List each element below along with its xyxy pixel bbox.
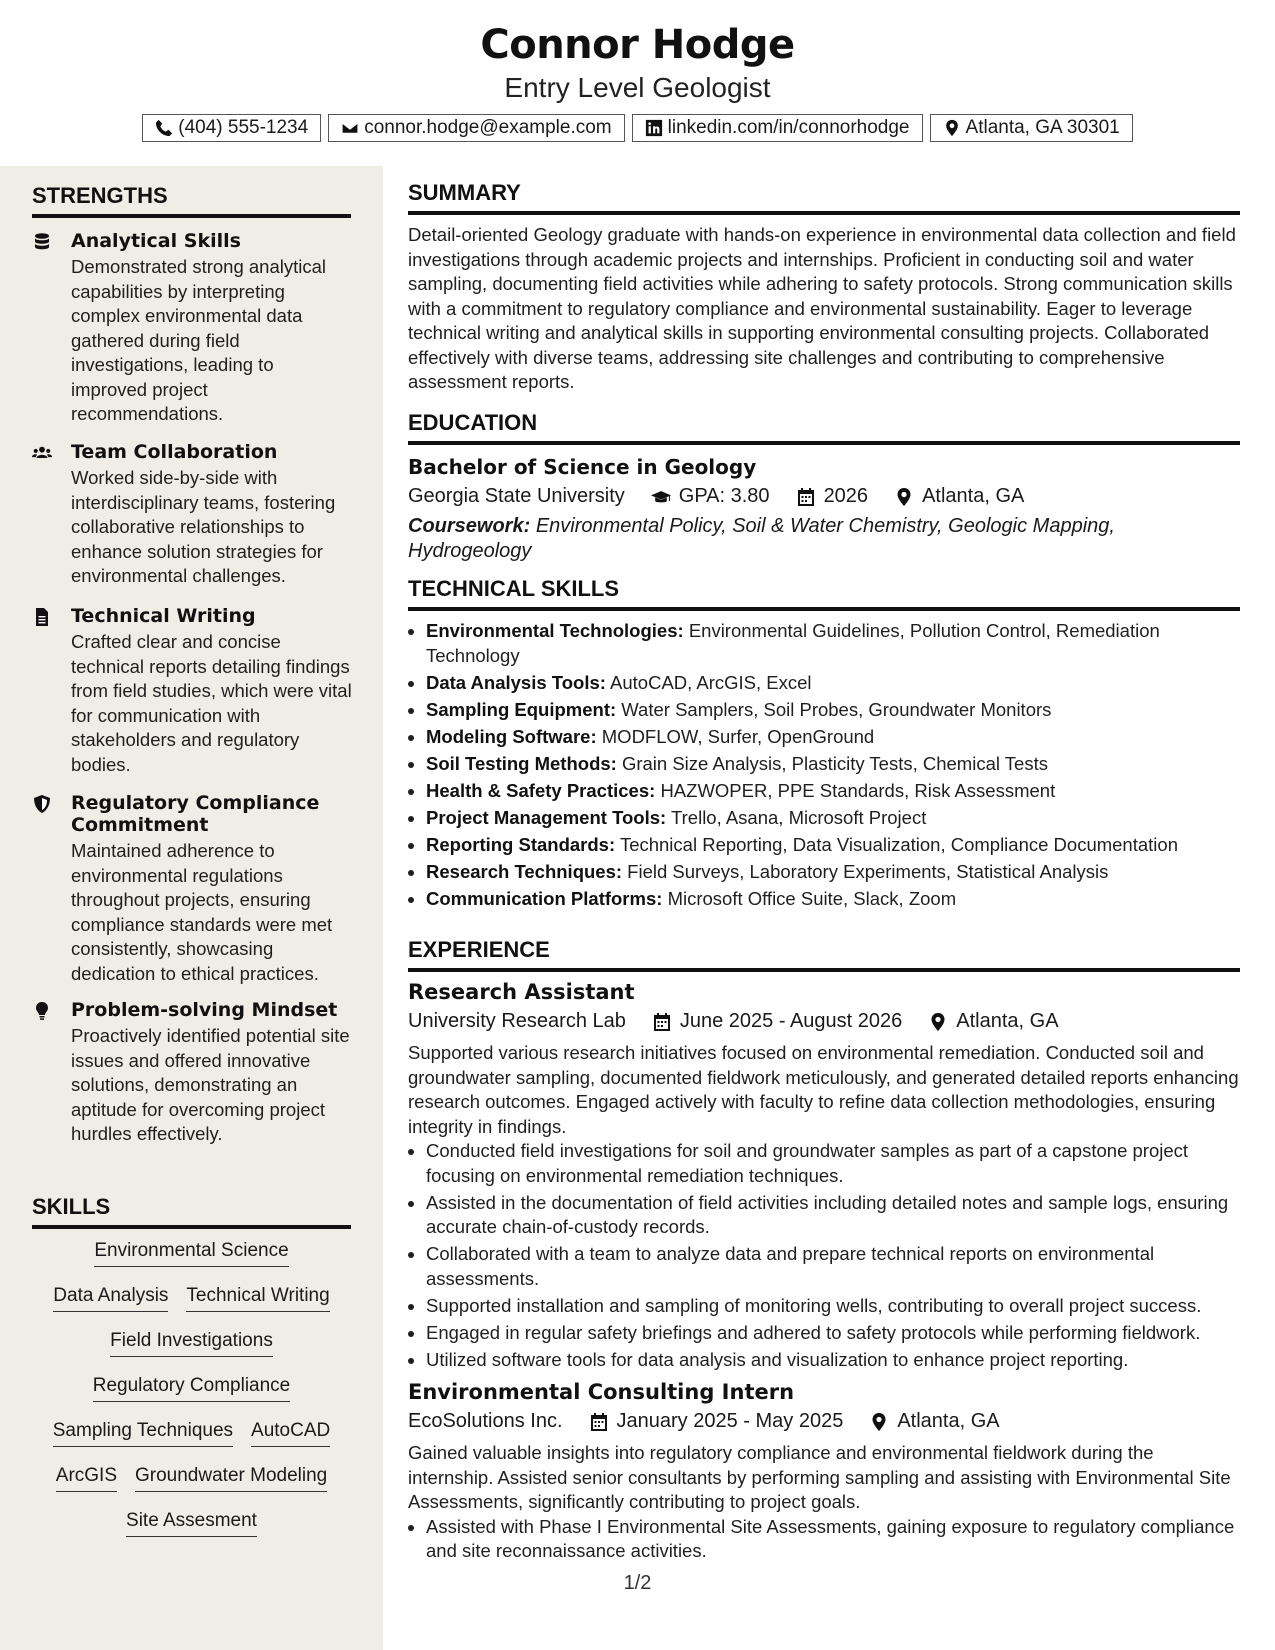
list-item: • Collaborated with a team to analyze data and prepare technical reports on environmental assessments. [426,1242,1240,1291]
skill-value: Trello, Asana, Microsoft Project [671,806,927,828]
job-dates: January 2025 - May 2025 [616,1410,844,1432]
skill-value: Environmental Guidelines, Pollution Control, Remediation Technology [426,620,1160,666]
skill-tag: Sampling Techniques [53,1420,233,1447]
list-item [426,698,1240,723]
strength-item [32,792,352,986]
job-entry [408,1380,1240,1564]
coursework [408,514,1240,563]
skill-tag: Regulatory Compliance [93,1375,291,1402]
coursework-list: Environmental Policy, Soil & Water Chemistry, Geologic Mapping, Hydrogeology [408,515,1115,562]
strength-title: Team Collaboration [71,441,278,463]
skill-label: Health & Safety Practices: [426,779,656,801]
document-icon [32,607,54,629]
education-heading: EDUCATION [408,410,1240,445]
graduation-cap-icon [651,487,671,507]
skill-value: MODFLOW, Surfer, OpenGround [601,725,875,747]
experience-section [408,937,1240,1566]
strength-desc: Demonstrated strong analytical capabilities by interpreting complex environmental data gathered during field investigations, leading to improved project recommendations. [71,256,327,424]
job-entry [408,980,1240,1372]
list-item [426,619,1240,668]
contact-linkedin[interactable] [632,114,923,142]
list-item: • Assisted with Phase I Environmental Site Assessments, gaining exposure to regulatory compliance and site reconnaissance activities. [426,1515,1240,1564]
job-title: Environmental Consulting Intern [408,1380,795,1404]
strength-title: Analytical Skills [71,230,241,252]
list-item [426,887,1240,912]
skill-label: Data Analysis Tools: [426,671,606,693]
strength-item [32,605,352,777]
job-dates: June 2025 - August 2026 [679,1010,903,1032]
contact-bar [0,114,1275,142]
skill-value: AutoCAD, ArcGIS, Excel [610,671,812,693]
list-item [426,806,1240,831]
contact-email-text: connor.hodge@example.com [364,117,612,138]
skills-row [32,1330,351,1375]
calendar-icon [796,487,816,507]
technical-skills-list [408,619,1240,911]
strength-title: Regulatory Compliance Commitment [71,792,320,836]
graduation-year: 2026 [823,485,869,507]
list-item: • Utilized software tools for data analysis and visualization to enhance project reporting. [426,1348,1240,1373]
database-icon [32,232,54,254]
skill-value: HAZWOPER, PPE Standards, Risk Assessment [660,779,1056,801]
summary-section [408,180,1240,395]
shield-icon [32,794,54,816]
skill-value: Microsoft Office Suite, Slack, Zoom [667,887,957,909]
job-location: Atlanta, GA [897,1410,1000,1432]
job-bullets [408,1139,1240,1372]
skill-value: Grain Size Analysis, Plasticity Tests, Chemical Tests [621,752,1048,774]
envelope-icon [341,119,359,137]
contact-email[interactable] [328,114,624,142]
coursework-label: Coursework: [408,515,531,537]
calendar-icon [589,1412,609,1432]
strength-item [32,230,352,427]
skills-row [32,1240,351,1285]
skills-row [32,1285,351,1330]
school-name: Georgia State University [408,485,625,507]
education-section [408,410,1240,563]
skill-tag: Data Analysis [53,1285,168,1312]
skills-row [32,1510,351,1555]
contact-phone[interactable] [142,114,321,142]
map-pin-icon [943,119,961,137]
job-title: Research Assistant [408,980,635,1004]
job-summary: Gained valuable insights into regulatory compliance and environmental fieldwork during the internship. Assisted senior consultants by performing sampling and assisting with Environmental Site Assessments, significantly contributing to project goals. [408,1442,1231,1512]
linkedin-icon [645,119,663,137]
skill-value: Technical Reporting, Data Visualization, Compliance Documentation [619,833,1178,855]
list-item [426,671,1240,696]
skill-label: Modeling Software: [426,725,597,747]
list-item: • Supported installation and sampling of monitoring wells, contributing to overall project success. [426,1294,1240,1319]
skill-label: Research Techniques: [426,860,623,882]
contact-phone-text: (404) 555-1234 [178,117,309,138]
skill-tag: Site Assesment [126,1510,257,1537]
list-item [426,779,1240,804]
strength-title: Technical Writing [71,605,256,627]
skill-value: Water Samplers, Soil Probes, Groundwater Monitors [621,698,1052,720]
skill-tag: Groundwater Modeling [135,1465,327,1492]
strength-desc: Maintained adherence to environmental regulations throughout projects, ensuring compliance standards were met consistently, showcasing dedication to ethical practices. [71,840,333,984]
job-bullets [408,1515,1240,1564]
skills-row [32,1465,351,1510]
skill-label: Soil Testing Methods: [426,752,617,774]
list-item [426,833,1240,858]
job-org: EcoSolutions Inc. [408,1410,563,1432]
summary-text: Detail-oriented Geology graduate with hands-on experience in environmental data collection and field investigations through academic projects and internships. Proficient in conducting soil and water sampling, documenting field activities while adhering to safety protocols. Strong communication skills with a commitment to regulatory compliance and environmental sustainability. Eager to leverage technical writing and analytical skills in supporting environmental consulting projects. Collaborated effectively with diverse teams, addressing site challenges and contributing to comprehensive assessment reports. [408,224,1236,392]
experience-heading: EXPERIENCE [408,937,1240,972]
list-item [426,860,1240,885]
skill-tag: Field Investigations [110,1330,273,1357]
contact-linkedin-text: linkedin.com/in/connorhodge [667,117,910,138]
list-item: • Conducted field investigations for soil and groundwater samples as part of a capstone project focusing on environmental remediation techniques. [426,1139,1240,1188]
education-location: Atlanta, GA [922,485,1025,507]
skill-tag: ArcGIS [56,1465,117,1492]
skill-label: Communication Platforms: [426,887,663,909]
contact-location[interactable] [930,114,1133,142]
skill-label: Sampling Equipment: [426,698,617,720]
gpa: GPA: 3.80 [678,485,770,507]
skill-tag: AutoCAD [251,1420,330,1447]
skill-tag: Environmental Science [94,1240,288,1267]
strength-title: Problem-solving Mindset [71,999,338,1021]
list-item: • Assisted in the documentation of field activities including detailed notes and sample logs, ensuring accurate chain-of-custody records. [426,1191,1240,1240]
list-item: • Engaged in regular safety briefings and adhered to safety protocols while performing fieldwork. [426,1321,1240,1346]
strength-desc: Crafted clear and concise technical reports detailing findings from field studies, which were vital for communication with stakeholders and regulatory bodies. [71,631,352,775]
degree-name: Bachelor of Science in Geology [408,455,757,479]
job-org: University Research Lab [408,1010,626,1032]
strength-desc: Worked side-by-side with interdisciplinary teams, fostering collaborative relationships to enhance solution strategies for environmental challenges. [71,467,336,586]
strength-item [32,441,352,589]
skill-label: Project Management Tools: [426,806,667,828]
users-icon [32,443,54,465]
job-location: Atlanta, GA [956,1010,1059,1032]
skill-tag: Technical Writing [186,1285,329,1312]
candidate-name: Connor Hodge [480,22,795,68]
skill-label: Environmental Technologies: [426,620,684,641]
technical-skills-heading: TECHNICAL SKILLS [408,576,1240,611]
skill-value: Field Surveys, Laboratory Experiments, Statistical Analysis [627,860,1109,882]
strength-item [32,999,352,1147]
map-pin-icon [928,1012,948,1032]
list-item [426,752,1240,777]
summary-heading: SUMMARY [408,180,1240,215]
education-meta [408,485,1240,508]
skills-row [32,1420,351,1465]
calendar-icon [652,1012,672,1032]
map-pin-icon [869,1412,889,1432]
skills-heading: SKILLS [32,1194,351,1229]
contact-location-text: Atlanta, GA 30301 [965,117,1120,138]
technical-skills-section [408,576,1240,914]
lightbulb-icon [32,1001,54,1023]
strength-desc: Proactively identified potential site issues and offered innovative solutions, demonstrating an aptitude for overcoming project hurdles effectively. [71,1025,350,1144]
page-number: 1/2 [623,1572,652,1594]
list-item [426,725,1240,750]
skill-label: Reporting Standards: [426,833,616,855]
strengths-heading: STRENGTHS [32,183,351,218]
candidate-title: Entry Level Geologist [504,72,771,103]
skills-list [32,1240,351,1555]
job-meta [408,1410,1240,1433]
phone-icon [155,119,173,137]
job-meta [408,1010,1240,1033]
job-summary: Supported various research initiatives focused on environmental remediation. Conducted soil and groundwater sampling, documented fieldwork meticulously, and generated detailed reports enhancing research outcomes. Engaged actively with faculty to refine data collection methodologies, ensuring integrity in findings. [408,1042,1239,1137]
map-pin-icon [894,487,914,507]
skills-row [32,1375,351,1420]
